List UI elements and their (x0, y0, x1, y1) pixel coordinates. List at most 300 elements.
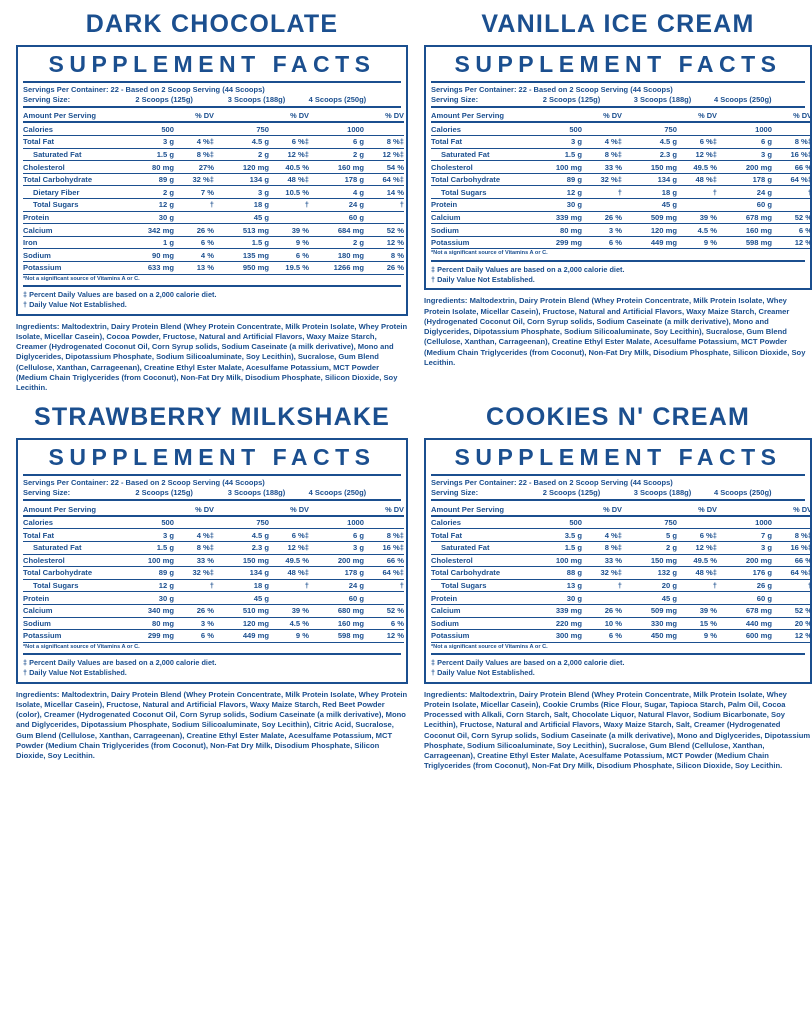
footnote-vitamins: *Not a significant source of Vitamins A or C. (431, 250, 548, 257)
nutrition-row (431, 541, 812, 554)
value-2-scoops: 500 (527, 516, 582, 529)
facts-box (16, 438, 408, 683)
dv-2-scoops: 6 % (582, 630, 622, 643)
footnote-dv-text: Percent Daily Values are based on a 2,000 calorie diet. (437, 264, 625, 274)
value-3-scoops: 150 mg (214, 554, 269, 567)
nutrition-row (23, 630, 404, 643)
dv-4-scoops (772, 516, 812, 529)
value-3-scoops: 135 mg (214, 249, 269, 262)
dv-header-3: % DV (364, 110, 404, 123)
value-4-scoops: 6 g (717, 136, 772, 149)
footnote-ne-line (431, 275, 805, 285)
serving-size-row (23, 95, 401, 104)
value-3-scoops: 120 mg (622, 224, 677, 237)
divider (23, 285, 401, 287)
nutrition-row (23, 529, 404, 542)
value-4-scoops: 160 mg (309, 617, 364, 630)
dv-header-1: % DV (582, 503, 622, 516)
nutrition-row (431, 199, 812, 212)
dv-3-scoops: 4.5 % (677, 224, 717, 237)
footnote-dv-text: Percent Daily Values are based on a 2,000 calorie diet. (29, 658, 217, 667)
dv-4-scoops: 54 % (364, 161, 404, 174)
dv-2-scoops (582, 199, 622, 212)
nutrition-row (23, 224, 404, 237)
dv-4-scoops: 6 % (364, 617, 404, 630)
nutrient-name: Total Fat (431, 529, 527, 542)
nutrient-name: Saturated Fat (431, 148, 527, 161)
spacer (717, 110, 772, 123)
nutrition-table (431, 503, 812, 643)
footnote-ne-text: Daily Value Not Established. (437, 667, 535, 677)
dv-4-scoops: 12 % (364, 236, 404, 249)
dv-2-scoops (582, 122, 622, 135)
value-2-scoops: 1.5 g (119, 148, 174, 161)
value-4-scoops: 60 g (309, 211, 364, 224)
value-3-scoops: 513 mg (214, 224, 269, 237)
value-3-scoops: 120 mg (214, 161, 269, 174)
nutrition-row (23, 516, 404, 529)
nutrient-name: Calcium (23, 224, 119, 237)
nutrition-row (431, 161, 812, 174)
dv-2-scoops: † (174, 199, 214, 212)
value-3-scoops: 150 mg (622, 554, 677, 567)
nutrient-name: Total Carbohydrate (23, 173, 119, 186)
nutrient-name: Total Sugars (431, 579, 527, 592)
dv-4-scoops: 26 % (364, 262, 404, 275)
dv-2-scoops: 4 %‡ (582, 529, 622, 542)
nutrition-row (23, 579, 404, 592)
value-3-scoops: 509 mg (622, 211, 677, 224)
footnotes (23, 290, 401, 310)
servings-per-container: Servings Per Container: 22 - Based on 2 Scoop Serving (44 Scoops) (23, 85, 265, 95)
dv-4-scoops: † (772, 186, 812, 199)
value-4-scoops: 598 mg (717, 236, 772, 249)
nutrient-name: Dietary Fiber (23, 186, 119, 199)
dv-3-scoops: 39 % (269, 224, 309, 237)
nutrition-row (23, 541, 404, 554)
footnote-ne-marker: † (23, 299, 28, 309)
divider (431, 653, 805, 655)
footnote-ne-text: Daily Value Not Established. (29, 299, 127, 309)
dv-2-scoops: 33 % (582, 554, 622, 567)
nutrition-row (431, 186, 812, 199)
value-2-scoops: 80 mg (527, 224, 582, 237)
value-2-scoops: 100 mg (527, 161, 582, 174)
value-4-scoops: 60 g (717, 199, 772, 212)
nutrition-row (431, 592, 812, 605)
value-2-scoops: 300 mg (527, 630, 582, 643)
divider (431, 474, 805, 476)
footnote-ne-line (431, 668, 805, 678)
nutrition-row (431, 122, 812, 135)
dv-2-scoops: 26 % (174, 604, 214, 617)
footnotes (23, 658, 401, 678)
dv-3-scoops: 12 %‡ (677, 148, 717, 161)
nutrition-row (23, 148, 404, 161)
dv-header-2: % DV (269, 503, 309, 516)
footnote-vitamins: *Not a significant source of Vitamins A or C. (23, 275, 140, 282)
value-3-scoops: 45 g (622, 592, 677, 605)
nutrition-row (23, 136, 404, 149)
dv-4-scoops: 66 % (772, 554, 812, 567)
nutrition-row (431, 579, 812, 592)
nutrient-name: Calcium (23, 604, 119, 617)
value-3-scoops: 5 g (622, 529, 677, 542)
value-4-scoops: 60 g (717, 592, 772, 605)
value-2-scoops: 88 g (527, 567, 582, 580)
ingredients-text: Maltodextrin, Dairy Protein Blend (Whey Protein Concentrate, Milk Protein Isolate, Whey Protein Isolate, Micellar Casein), Fructose, Natural and Artificial Flavors, Waxy Maize Starch, Red Beet Powder (color), Creamer (Hydrogenated Coconut Oil, Corn Syrup solids, Sodium Caseinate (a milk derivative), Mono and Diglycerides, Dipotassium Phosphate, Sodium Silicoaluminate, Soy Lecithin), Citric Acid, Sucralose, Gum Blend (Cellulose, Xanthan, Carrageenan), Creatine Ethyl Ester Malate, Acesulfame Potassium, MCT Powder (Medium Chain Triglycerides (from Coconut), Non-Fat Dry Milk, Disodium Phosphate, Silicon Dioxide, Soy Lecithin. (16, 689, 408, 761)
dv-3-scoops (269, 122, 309, 135)
dv-2-scoops: 6 % (174, 236, 214, 249)
nutrition-row (431, 604, 812, 617)
footnotes (431, 265, 805, 285)
footnote-ne-marker: † (431, 274, 436, 284)
value-4-scoops: 1000 (309, 122, 364, 135)
ingredients-label: Ingredients: (16, 689, 60, 699)
serving-col-1: 2 Scoops (125g) (135, 487, 193, 497)
value-4-scoops: 6 g (309, 136, 364, 149)
value-3-scoops: 4.5 g (214, 136, 269, 149)
serving-col-3: 4 Scoops (250g) (714, 94, 772, 104)
nutrition-row (23, 554, 404, 567)
dv-2-scoops: 3 % (174, 617, 214, 630)
footnote-dv-line (431, 265, 805, 275)
dv-2-scoops: 26 % (174, 224, 214, 237)
nutrient-name: Total Carbohydrate (431, 567, 527, 580)
ingredients-block (424, 690, 812, 772)
dv-header-2: % DV (677, 110, 717, 123)
dv-4-scoops: 20 % (772, 617, 812, 630)
footnote-dv-marker: ‡ (23, 289, 28, 299)
nutrition-table-body (431, 110, 812, 249)
dv-4-scoops: 12 % (772, 630, 812, 643)
value-3-scoops: 750 (214, 122, 269, 135)
divider (23, 499, 401, 501)
divider (23, 106, 401, 108)
value-2-scoops: 13 g (527, 579, 582, 592)
dv-3-scoops: 6 %‡ (269, 529, 309, 542)
dv-3-scoops: 49.5 % (677, 554, 717, 567)
value-2-scoops: 500 (119, 122, 174, 135)
value-4-scoops: 200 mg (717, 161, 772, 174)
nutrient-name: Total Sugars (431, 186, 527, 199)
value-3-scoops: 750 (622, 122, 677, 135)
nutrient-name: Saturated Fat (431, 541, 527, 554)
value-4-scoops: 24 g (309, 579, 364, 592)
value-3-scoops: 134 g (622, 173, 677, 186)
value-2-scoops: 1 g (119, 236, 174, 249)
dv-2-scoops: 4 %‡ (174, 529, 214, 542)
facts-box (424, 438, 812, 683)
value-2-scoops: 500 (527, 122, 582, 135)
nutrient-name: Calories (23, 122, 119, 135)
nutrient-name: Protein (23, 592, 119, 605)
value-2-scoops: 89 g (119, 567, 174, 580)
amount-per-serving-header: Amount Per Serving (431, 503, 527, 516)
dv-3-scoops: 10.5 % (269, 186, 309, 199)
value-3-scoops: 449 mg (622, 236, 677, 249)
nutrition-table (23, 110, 404, 275)
nutrient-name: Cholesterol (23, 161, 119, 174)
amount-per-serving-header: Amount Per Serving (23, 110, 119, 123)
value-4-scoops: 178 g (717, 173, 772, 186)
value-4-scoops: 176 g (717, 567, 772, 580)
nutrient-name: Potassium (431, 630, 527, 643)
ingredients-label: Ingredients: (424, 689, 468, 699)
value-2-scoops: 30 g (119, 211, 174, 224)
value-2-scoops: 3 g (119, 529, 174, 542)
spacer (527, 110, 582, 123)
serving-col-1: 2 Scoops (125g) (542, 94, 601, 104)
dv-header-3: % DV (772, 503, 812, 516)
value-3-scoops: 950 mg (214, 262, 269, 275)
value-3-scoops: 2 g (622, 541, 677, 554)
value-4-scoops: 1266 mg (309, 262, 364, 275)
dv-2-scoops (582, 516, 622, 529)
value-4-scoops: 180 mg (309, 249, 364, 262)
flavor-title: DARK CHOCOLATE (85, 10, 339, 38)
panel-dark-chocolate (8, 6, 416, 393)
nutrient-name: Iron (23, 236, 119, 249)
value-2-scoops: 500 (119, 516, 174, 529)
dv-4-scoops: 8 %‡ (772, 529, 812, 542)
nutrient-name: Saturated Fat (23, 148, 119, 161)
value-2-scoops: 30 g (527, 592, 582, 605)
value-3-scoops: 510 mg (214, 604, 269, 617)
nutrition-row (23, 211, 404, 224)
serving-size-label: Serving Size: (431, 94, 479, 104)
dv-4-scoops: 64 %‡ (364, 173, 404, 186)
spacer (622, 110, 677, 123)
value-2-scoops: 633 mg (119, 262, 174, 275)
dv-4-scoops (364, 211, 404, 224)
nutrition-row (431, 554, 812, 567)
servings-per-container: Servings Per Container: 22 - Based on 2 Scoop Serving (44 Scoops) (431, 478, 673, 488)
nutrition-table (431, 110, 812, 250)
dv-4-scoops (772, 592, 812, 605)
nutrition-row (23, 199, 404, 212)
ingredients-block (424, 296, 812, 368)
divider (431, 106, 805, 108)
dv-3-scoops (269, 211, 309, 224)
serving-col-3: 4 Scoops (250g) (308, 487, 367, 497)
spacer (214, 503, 269, 516)
dv-header-2: % DV (269, 110, 309, 123)
value-3-scoops: 120 mg (214, 617, 269, 630)
dv-4-scoops: 8 % (364, 249, 404, 262)
value-4-scoops: 1000 (309, 516, 364, 529)
dv-4-scoops: 52 % (364, 224, 404, 237)
nutrition-row (431, 516, 812, 529)
value-2-scoops: 299 mg (119, 630, 174, 643)
dv-2-scoops: 13 % (174, 262, 214, 275)
dv-3-scoops (677, 516, 717, 529)
footnote-ne-text: Daily Value Not Established. (29, 667, 127, 677)
value-3-scoops: 20 g (622, 579, 677, 592)
dv-4-scoops: 64 %‡ (772, 173, 812, 186)
spacer (622, 503, 677, 516)
value-3-scoops: 4.5 g (214, 529, 269, 542)
nutrient-name: Protein (23, 211, 119, 224)
value-4-scoops: 60 g (309, 592, 364, 605)
spacer (717, 503, 772, 516)
serving-size-label: Serving Size: (431, 487, 479, 497)
dv-header-1: % DV (582, 110, 622, 123)
nutrition-row (431, 211, 812, 224)
servings-per-container: Servings Per Container: 22 - Based on 2 Scoop Serving (44 Scoops) (23, 478, 265, 488)
dv-header-3: % DV (364, 503, 404, 516)
table-header-row (23, 503, 404, 516)
serving-size-label: Serving Size: (23, 94, 71, 104)
serving-col-1: 2 Scoops (125g) (135, 94, 193, 104)
nutrient-name: Total Carbohydrate (23, 567, 119, 580)
value-3-scoops: 132 g (622, 567, 677, 580)
ingredients-text: Maltodextrin, Dairy Protein Blend (Whey Protein Concentrate, Milk Protein Isolate, Whey Protein Isolate, Micellar Casein), Cocoa Powder, Fructose, Natural and Artificial Flavors, Waxy Maize Starch, Creamer (Hydrogenated Coconut Oil, Corn Syrup solids, Sodium Caseinate (a milk derivative), Mono and Diglycerides, Dipotassium Phosphate, Sodium Silicoaluminate, Soy Lecithin), Sucralose, Gum Blend (Cellulose, Xanthan, Carrageenan), Creatine Ethyl Ester Malate, Acesulfame Potassium, MCT Powder (Medium Chain Triglycerides (from Coconut), Non-Fat Dry Milk, Disodium Phosphate, Silicon Dioxide, Soy Lecithin. (16, 321, 408, 393)
value-2-scoops: 1.5 g (527, 541, 582, 554)
value-4-scoops: 7 g (717, 529, 772, 542)
facts-heading: SUPPLEMENT FACTS (454, 51, 782, 77)
dv-4-scoops: 8 %‡ (364, 136, 404, 149)
nutrition-row (431, 173, 812, 186)
serving-col-3: 4 Scoops (250g) (714, 487, 772, 497)
nutrient-name: Protein (431, 199, 527, 212)
value-2-scoops: 100 mg (527, 554, 582, 567)
serving-size-row (431, 95, 805, 104)
nutrient-name: Calories (431, 122, 527, 135)
value-2-scoops: 340 mg (119, 604, 174, 617)
footnote-dv-line (23, 290, 401, 300)
dv-4-scoops (772, 122, 812, 135)
value-2-scoops: 342 mg (119, 224, 174, 237)
dv-2-scoops (174, 122, 214, 135)
value-4-scoops: 2 g (309, 148, 364, 161)
spacer (119, 503, 174, 516)
serving-col-2: 3 Scoops (188g) (227, 487, 286, 497)
value-3-scoops: 134 g (214, 173, 269, 186)
divider (431, 260, 805, 262)
value-3-scoops: 4.5 g (622, 136, 677, 149)
nutrient-name: Cholesterol (431, 161, 527, 174)
value-4-scoops: 1000 (717, 122, 772, 135)
ingredients-block (16, 690, 408, 762)
dv-2-scoops: 7 % (174, 186, 214, 199)
footnote-ne-line (23, 668, 401, 678)
nutrition-table-body (23, 110, 404, 274)
footnote-dv-marker: ‡ (23, 658, 28, 667)
value-4-scoops: 178 g (309, 173, 364, 186)
panel-vanilla-ice-cream (416, 6, 812, 393)
value-4-scoops: 678 mg (717, 604, 772, 617)
ingredients-block (16, 322, 408, 394)
nutrition-row (23, 161, 404, 174)
value-3-scoops: 45 g (214, 211, 269, 224)
dv-4-scoops: † (772, 579, 812, 592)
nutrition-row (23, 567, 404, 580)
dv-3-scoops: 39 % (677, 211, 717, 224)
nutrient-name: Saturated Fat (23, 541, 119, 554)
serving-col-2: 3 Scoops (188g) (633, 487, 692, 497)
dv-header-1: % DV (174, 503, 214, 516)
dv-2-scoops: 32 %‡ (174, 567, 214, 580)
nutrient-name: Cholesterol (23, 554, 119, 567)
dv-4-scoops (364, 122, 404, 135)
value-2-scoops: 299 mg (527, 236, 582, 249)
value-4-scoops: 6 g (309, 529, 364, 542)
value-4-scoops: 4 g (309, 186, 364, 199)
value-2-scoops: 80 mg (119, 617, 174, 630)
nutrition-row (431, 567, 812, 580)
value-3-scoops: 450 mg (622, 630, 677, 643)
dv-3-scoops: 9 % (269, 236, 309, 249)
footnote-vitamins: *Not a significant source of Vitamins A or C. (431, 643, 548, 650)
amount-per-serving-header: Amount Per Serving (23, 503, 119, 516)
dv-2-scoops: 4 % (174, 249, 214, 262)
dv-2-scoops: 33 % (582, 161, 622, 174)
nutrition-row (431, 630, 812, 643)
dv-3-scoops (269, 592, 309, 605)
facts-heading: SUPPLEMENT FACTS (48, 444, 376, 471)
serving-col-2: 3 Scoops (188g) (227, 94, 286, 104)
nutrition-row (431, 529, 812, 542)
nutrition-table-body (23, 503, 404, 642)
dv-4-scoops: 12 % (364, 630, 404, 643)
facts-heading: SUPPLEMENT FACTS (454, 444, 782, 471)
value-4-scoops: 440 mg (717, 617, 772, 630)
value-4-scoops: 3 g (309, 541, 364, 554)
value-2-scoops: 12 g (119, 199, 174, 212)
value-2-scoops: 80 mg (119, 161, 174, 174)
dv-2-scoops: † (174, 579, 214, 592)
table-header-row (23, 110, 404, 123)
value-3-scoops: 1.5 g (214, 236, 269, 249)
nutrient-name: Protein (431, 592, 527, 605)
spacer (309, 110, 364, 123)
dv-3-scoops: 48 %‡ (269, 173, 309, 186)
value-4-scoops: 600 mg (717, 630, 772, 643)
dv-3-scoops: † (269, 199, 309, 212)
dv-4-scoops: 12 % (772, 236, 812, 249)
dv-2-scoops: 4 %‡ (582, 136, 622, 149)
nutrition-row (23, 617, 404, 630)
serving-size-row (431, 488, 805, 497)
footnote-dv-line (23, 658, 401, 668)
nutrient-name: Total Fat (431, 136, 527, 149)
dv-4-scoops: 52 % (364, 604, 404, 617)
value-2-scoops: 1.5 g (527, 148, 582, 161)
nutrition-row (431, 224, 812, 237)
ingredients-text: Maltodextrin, Dairy Protein Blend (Whey Protein Concentrate, Milk Protein Isolate, Whey Protein Isolate, Micellar Casein), Fructose, Natural and Artificial Flavors, Waxy Maize Starch, Creamer (Hydrogenated Coconut Oil, Corn Syrup solids, Sodium Caseinate (a milk derivative), Mono and Diglycerides, Dipotassium Phosphate, Sodium Silicoaluminate, Soy Lecithin), Sucralose, Gum Blend (Cellulose, Xanthan, Carrageenan), Creatine Ethyl Ester Malate, Acesulfame Potassium, MCT Powder (Medium Chain Triglycerides (from Coconut), Non-Fat Dry Milk, Disodium Phosphate, Silicon Dioxide, Soy Lecithin. (424, 296, 806, 367)
dv-3-scoops: 12 %‡ (269, 541, 309, 554)
dv-2-scoops (174, 211, 214, 224)
value-4-scoops: 1000 (717, 516, 772, 529)
value-3-scoops: 2 g (214, 148, 269, 161)
dv-4-scoops: 14 % (364, 186, 404, 199)
serving-col-1: 2 Scoops (125g) (542, 487, 601, 497)
dv-3-scoops: 6 %‡ (269, 136, 309, 149)
nutrition-row (23, 249, 404, 262)
dv-2-scoops: 32 %‡ (582, 173, 622, 186)
nutrient-name: Calories (431, 516, 527, 529)
value-3-scoops: 509 mg (622, 604, 677, 617)
nutrition-table (23, 503, 404, 643)
value-4-scoops: 3 g (717, 148, 772, 161)
dv-4-scoops: 52 % (772, 604, 812, 617)
value-3-scoops: 18 g (622, 186, 677, 199)
value-4-scoops: 200 mg (717, 554, 772, 567)
nutrition-row (23, 173, 404, 186)
value-3-scoops: 750 (622, 516, 677, 529)
dv-3-scoops: 48 %‡ (269, 567, 309, 580)
